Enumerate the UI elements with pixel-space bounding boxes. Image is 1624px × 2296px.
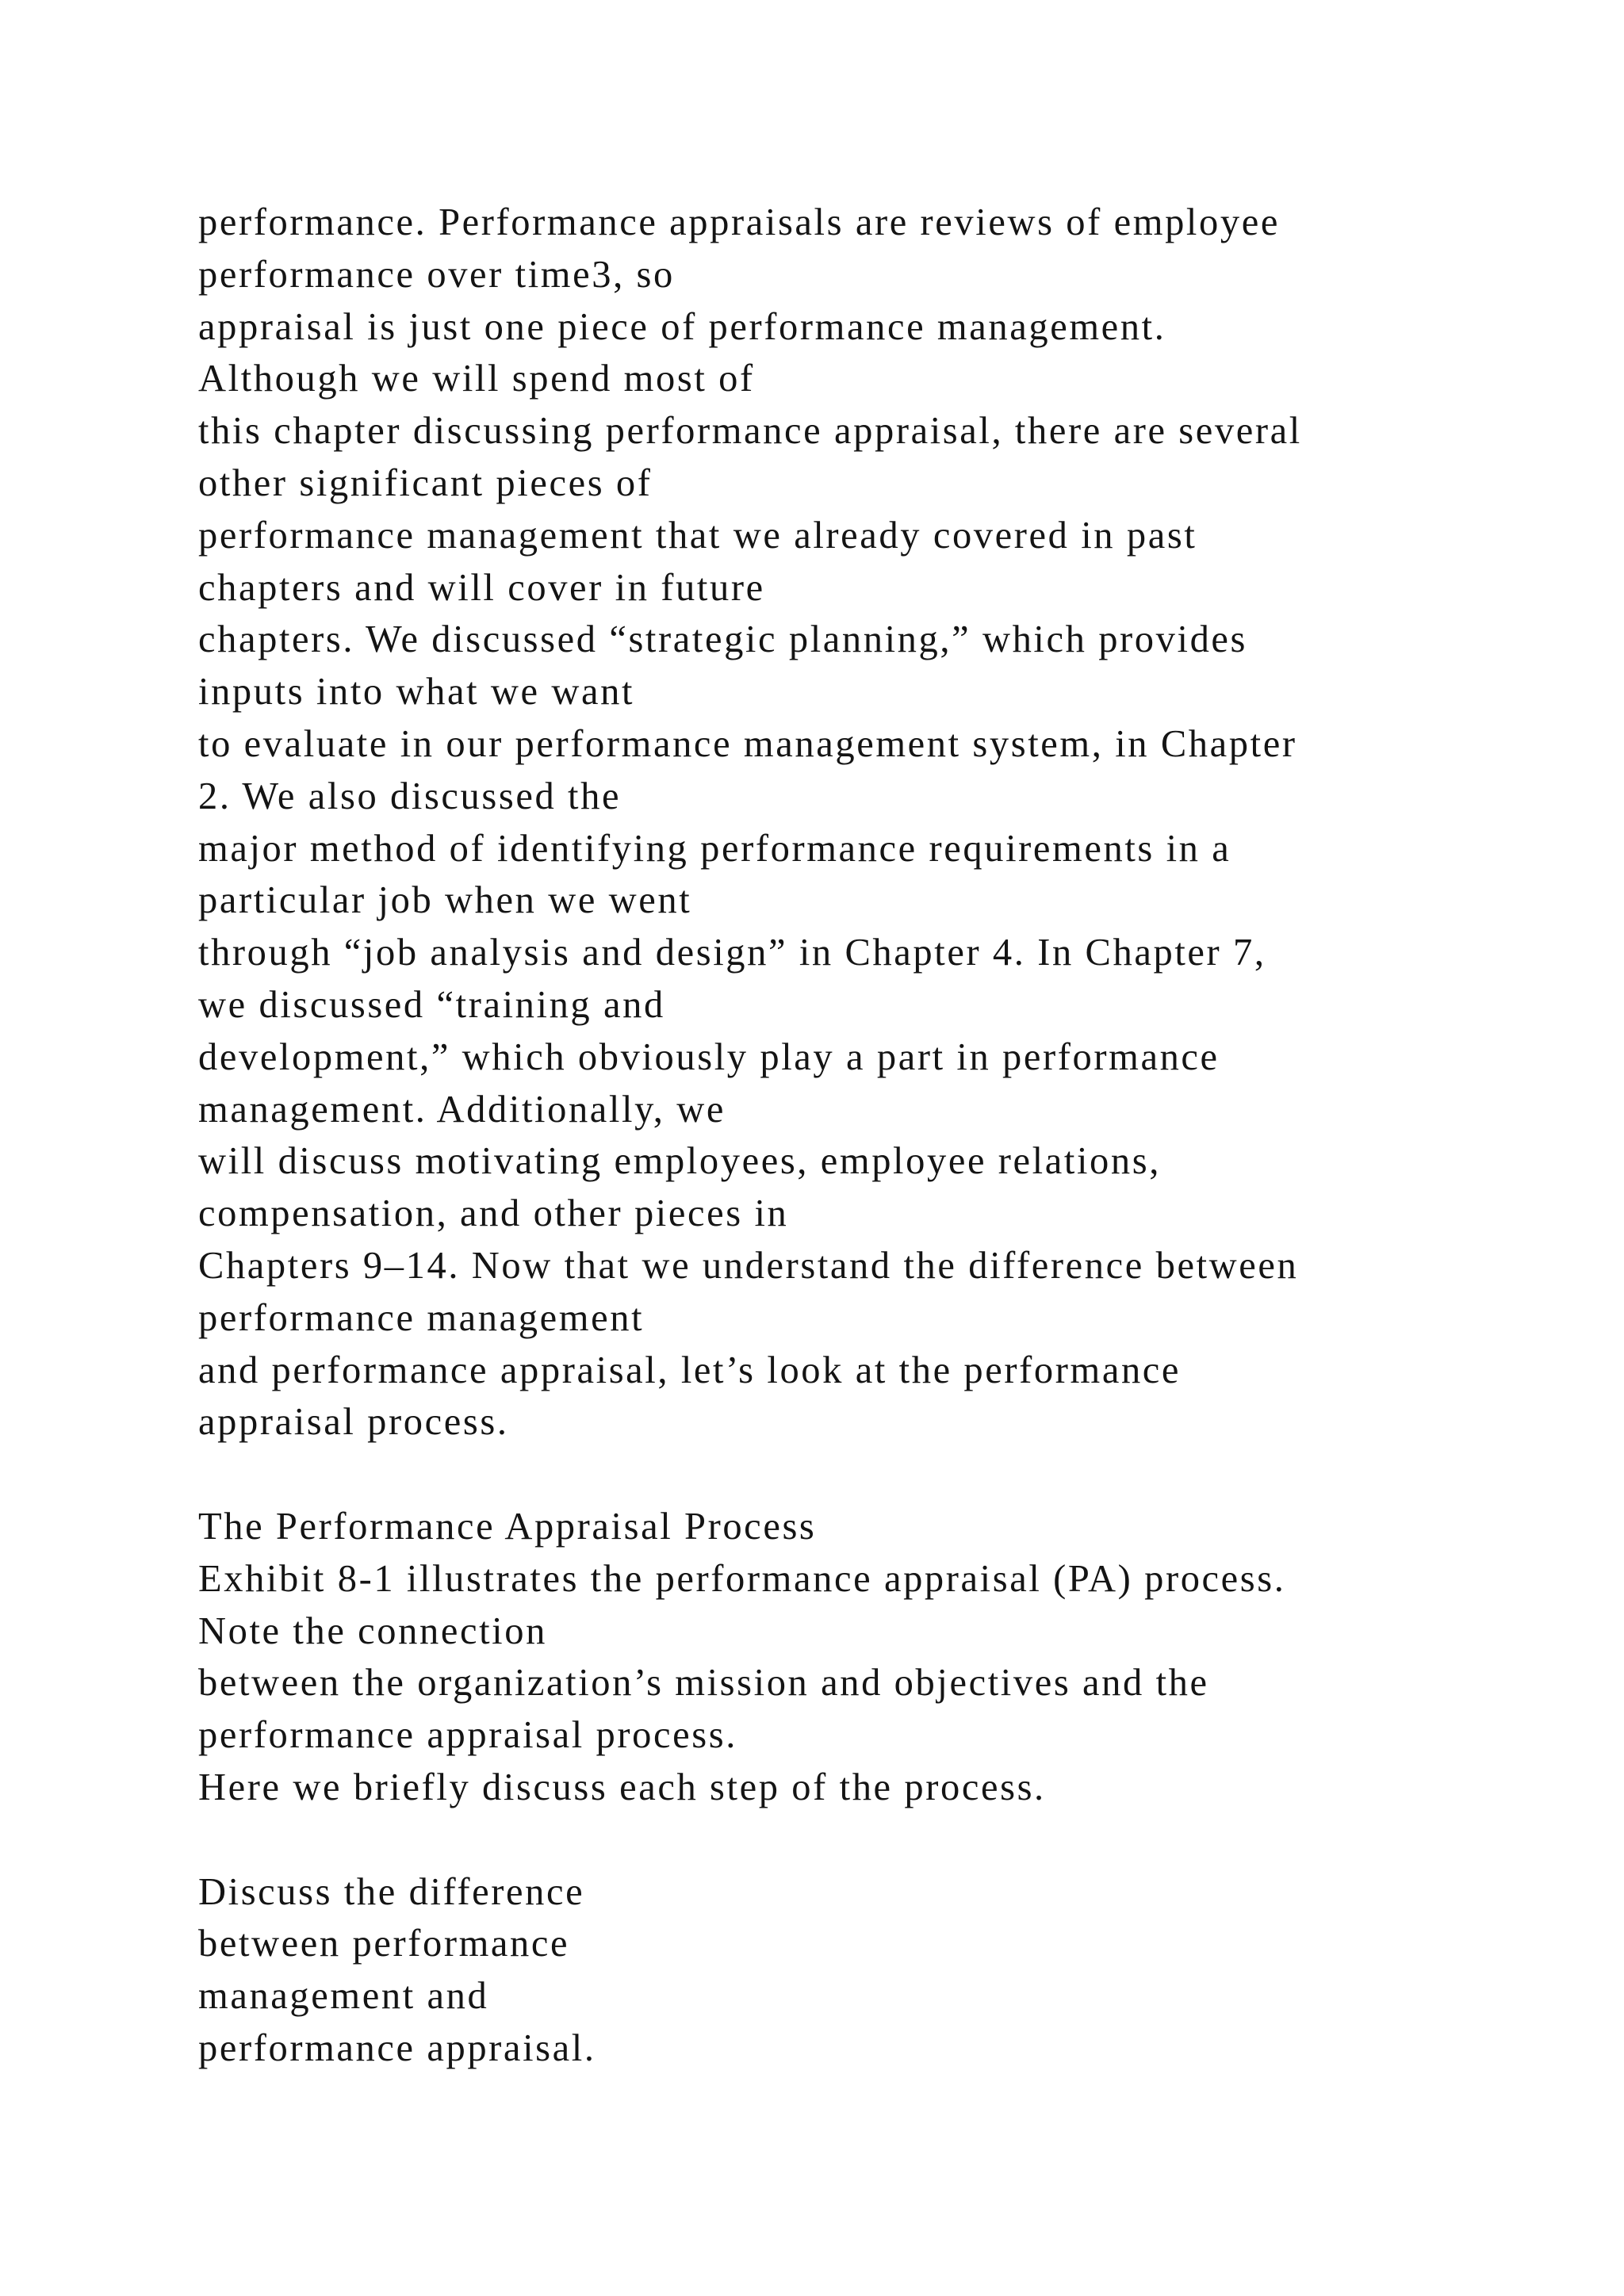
- text-line: performance management: [198, 1296, 645, 1339]
- text-line: through “job analysis and design” in Chapter 4. In Chapter 7,: [198, 932, 1266, 974]
- text-line: Discuss the difference: [198, 1870, 585, 1913]
- text-line: Note the connection: [198, 1609, 547, 1652]
- paragraph-appraisal-process: [198, 1553, 1546, 1814]
- text-line: will discuss motivating employees, employee relations,: [198, 1140, 1161, 1183]
- text-line: development,” which obviously play a part in performance: [198, 1035, 1220, 1078]
- text-line: between performance: [198, 1923, 570, 1965]
- text-line: other significant pieces of: [198, 461, 653, 504]
- text-line: management and: [198, 1975, 489, 2018]
- text-line: this chapter discussing performance appraisal, there are several: [198, 410, 1302, 453]
- text-line: performance appraisal process.: [198, 1714, 737, 1757]
- text-line: appraisal is just one piece of performance management.: [198, 305, 1166, 348]
- text-line: performance appraisal.: [198, 2026, 596, 2069]
- paragraph-performance-management: [198, 197, 1546, 1448]
- text-line: and performance appraisal, let’s look at the performance: [198, 1349, 1182, 1391]
- text-line: Although we will spend most of: [198, 358, 755, 400]
- learning-outcome-note: [198, 1866, 1546, 2075]
- text-line: we discussed “training and: [198, 983, 665, 1026]
- paragraph-spacer: [198, 1814, 1546, 1866]
- text-line: compensation, and other pieces in: [198, 1192, 789, 1235]
- text-line: Chapters 9–14. Now that we understand the difference between: [198, 1244, 1299, 1287]
- text-line: performance management that we already covered in past: [198, 514, 1197, 557]
- text-line: performance. Performance appraisals are reviews of employee: [198, 201, 1280, 243]
- text-line: major method of identifying performance requirements in a: [198, 827, 1231, 870]
- text-line: chapters and will cover in future: [198, 566, 765, 609]
- text-line: inputs into what we want: [198, 671, 635, 714]
- text-line: particular job when we went: [198, 879, 692, 922]
- text-line: appraisal process.: [198, 1401, 509, 1444]
- text-line: to evaluate in our performance management system, in Chapter: [198, 722, 1297, 765]
- paragraph-spacer: [198, 1448, 1546, 1501]
- section-heading: The Performance Appraisal Process: [198, 1505, 817, 1548]
- text-line: Here we briefly discuss each step of the process.: [198, 1766, 1046, 1808]
- text-line: between the organization’s mission and objectives and the: [198, 1662, 1209, 1705]
- text-line: Exhibit 8-1 illustrates the performance appraisal (PA) process.: [198, 1557, 1286, 1600]
- document-text: [198, 197, 1546, 2075]
- text-line: chapters. We discussed “strategic planning,” which provides: [198, 618, 1248, 661]
- text-line: management. Additionally, we: [198, 1088, 726, 1131]
- text-line: 2. We also discussed the: [198, 775, 622, 817]
- text-line: performance over time3, so: [198, 253, 675, 296]
